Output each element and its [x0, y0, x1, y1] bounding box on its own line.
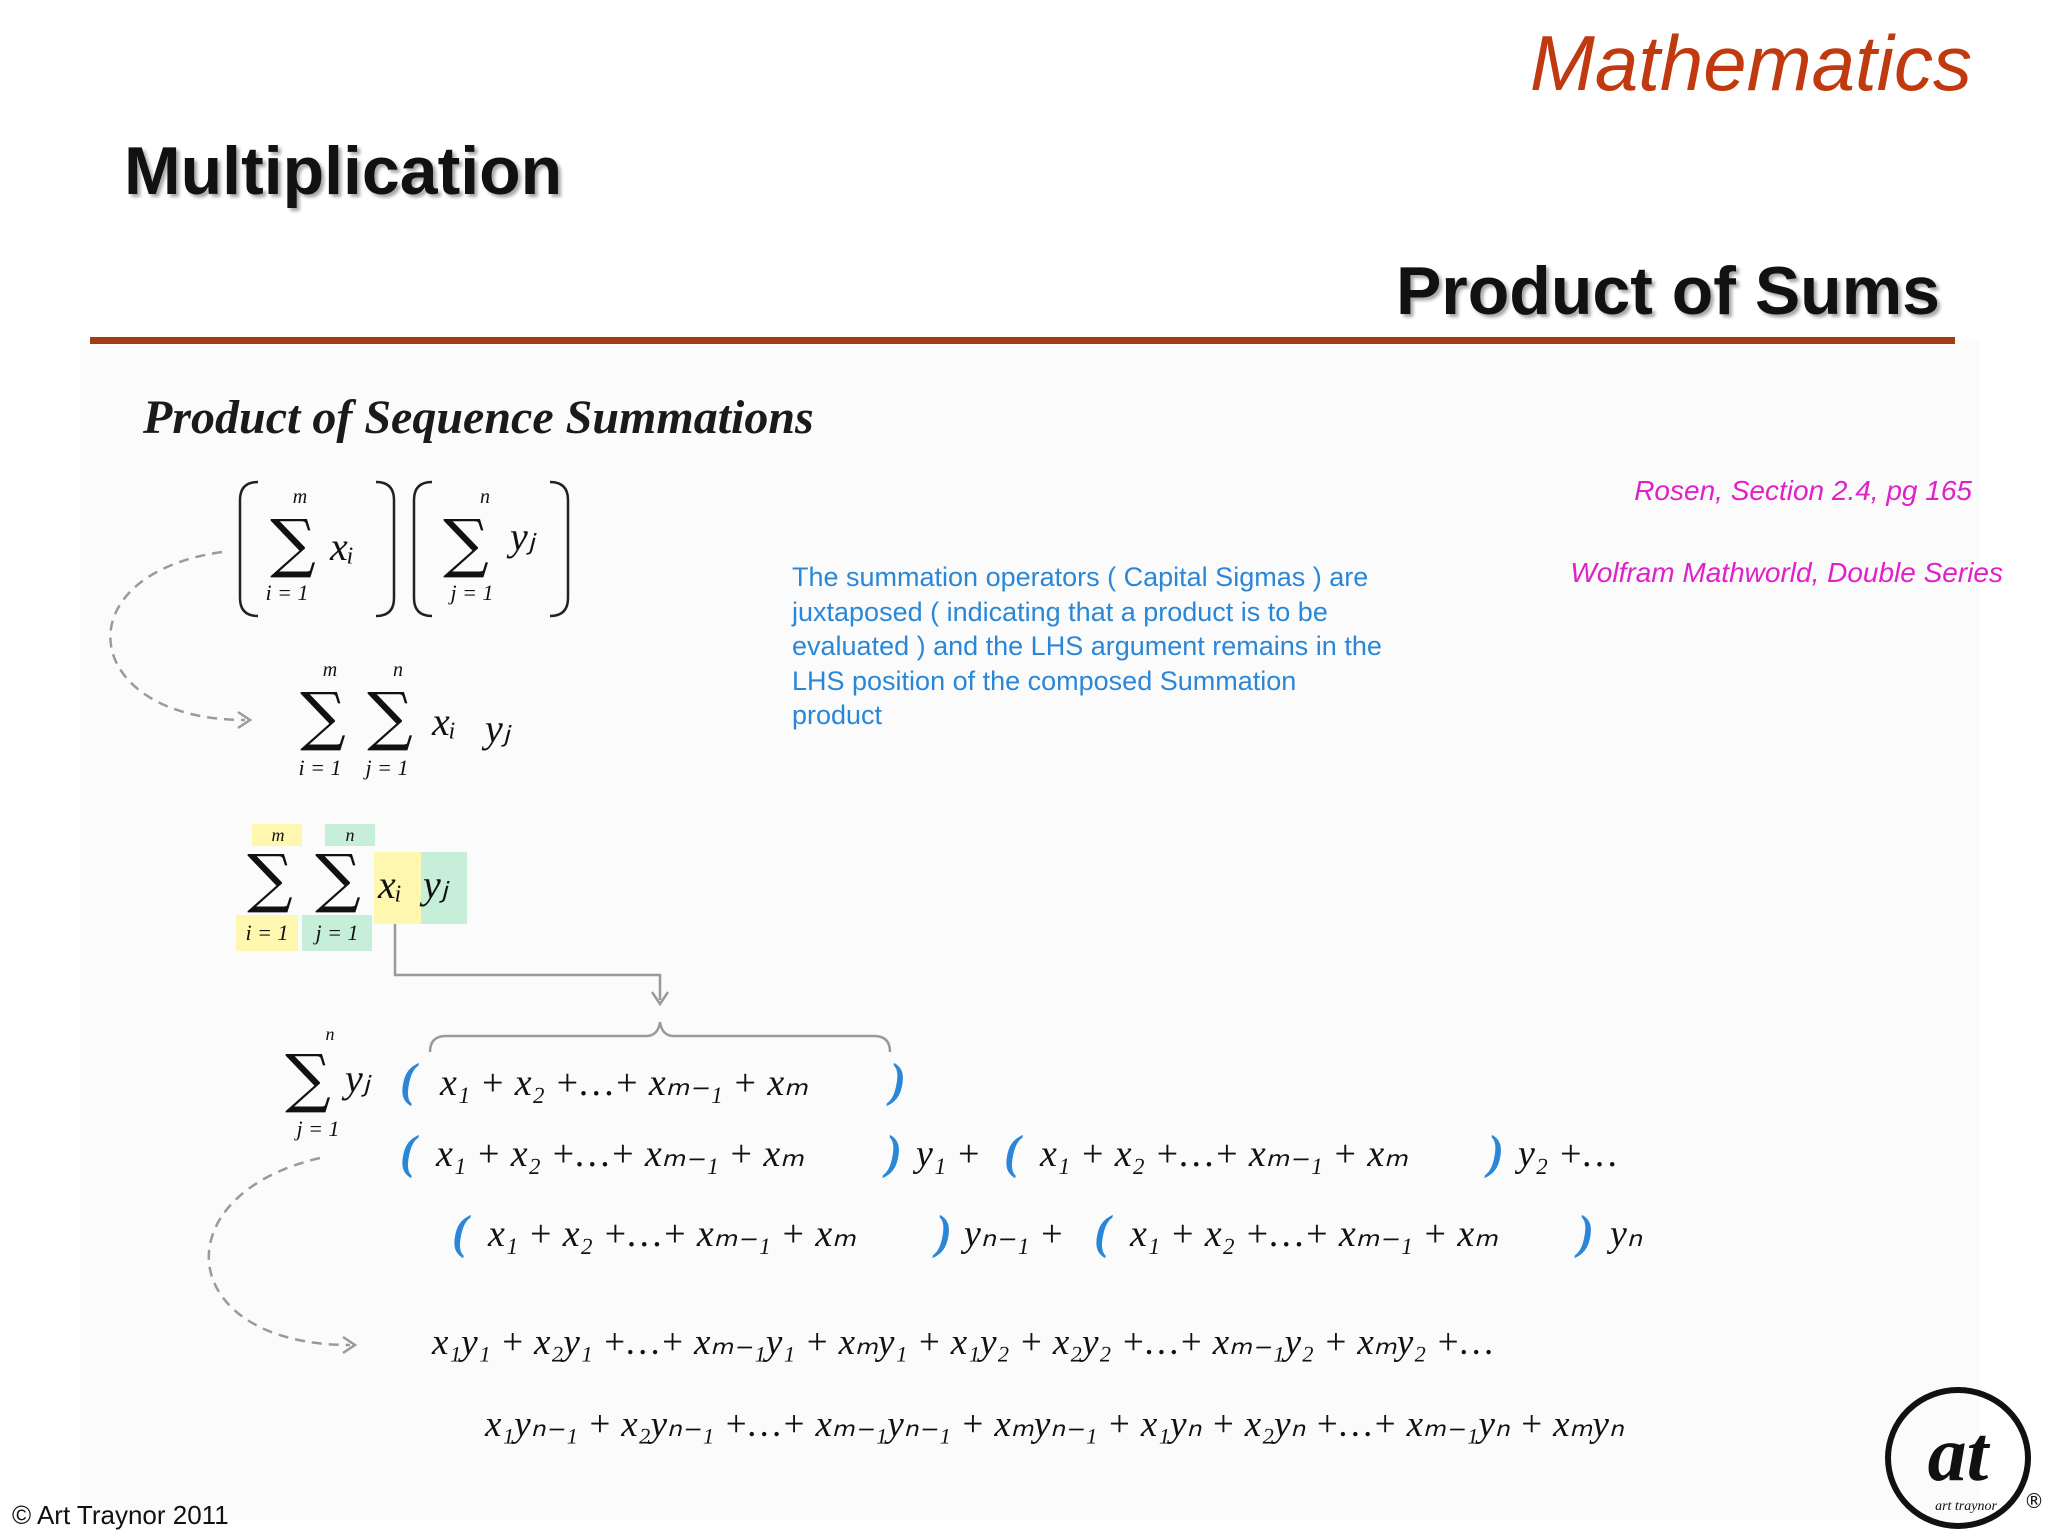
- lower-limit-i: i = 1: [265, 580, 309, 605]
- logo-subtext: art traynor: [1935, 1499, 1997, 1514]
- reference-rosen: Rosen, Section 2.4, pg 165: [1634, 475, 1972, 506]
- upper-limit-n-2: n: [393, 659, 403, 681]
- x-series-1: x₁ + x₂ +…+ xₘ₋₁ + xₘ: [440, 1062, 808, 1104]
- right-paren-1: [376, 482, 394, 616]
- upper-limit-m: m: [292, 486, 308, 508]
- upper-limit-n-3: n: [345, 825, 355, 845]
- paren-open-c: (: [452, 1206, 468, 1259]
- paren-close-a: ): [886, 1126, 902, 1179]
- lower-limit-j-2: j = 1: [365, 755, 409, 780]
- y2-term: y₂ +…: [1518, 1133, 1618, 1175]
- x-series-c: x₁ + x₂ +…+ xₘ₋₁ + xₘ: [488, 1213, 856, 1255]
- close-paren-blue: ): [890, 1054, 906, 1107]
- lower-limit-i-2: i = 1: [298, 755, 342, 780]
- lower-limit-j-3: j = 1: [315, 920, 359, 945]
- paren-open-b: (: [1004, 1126, 1020, 1179]
- term-xi-2: xᵢ: [432, 699, 457, 744]
- inner-sum-expansion: [285, 1024, 906, 1141]
- left-paren-2: [414, 482, 432, 616]
- sigma-j-2: ∑: [367, 680, 413, 754]
- subtopic-title: Product of Sums: [1395, 253, 1940, 329]
- subject-title: Mathematics: [1529, 19, 1972, 107]
- registered-mark: ®: [2024, 1489, 2044, 1513]
- yn-1-term: yₙ₋₁ +: [964, 1213, 1065, 1255]
- lower-limit-j-4: j = 1: [296, 1116, 340, 1141]
- paren-close-c: ): [936, 1206, 952, 1259]
- expansion-line-2: x₁yₙ₋₁ + x₂yₙ₋₁ +…+ xₘ₋₁yₙ₋₁ + xₘyₙ₋₁ + x₁yₙ + x₂yₙ +…+ xₘ₋₁yₙ + xₘyₙ: [485, 1404, 1624, 1445]
- term-xi-3: xᵢ: [378, 862, 403, 907]
- logo-monogram: at: [1927, 1410, 1989, 1497]
- expansion-line-1: x₁y₁ + x₂y₁ +…+ xₘ₋₁y₁ + xₘy₁ + x₁y₂ + x₂y₂ +…+ xₘ₋₁y₂ + xₘy₂ +…: [432, 1322, 1494, 1363]
- term-yj: yⱼ: [510, 514, 535, 559]
- term-yj-3: yⱼ: [423, 862, 448, 907]
- paren-open-a: (: [400, 1126, 416, 1179]
- highlighted-double-sum: [236, 824, 467, 951]
- sigma-j-4: ∑: [285, 1042, 331, 1116]
- upper-limit-m-2: m: [322, 659, 338, 681]
- art-traynor-logo: [1880, 1380, 2044, 1530]
- product-of-two-sums: [240, 482, 568, 616]
- sigma-i: ∑: [270, 507, 316, 581]
- paren-open-d: (: [1094, 1206, 1110, 1259]
- left-paren-1: [240, 482, 258, 616]
- lower-limit-i-3: i = 1: [245, 920, 289, 945]
- open-paren-blue: (: [400, 1054, 416, 1107]
- sigma-i-3: ∑: [247, 842, 293, 916]
- topic-title: Multiplication: [124, 133, 563, 209]
- dashed-arrow-1: [110, 552, 245, 720]
- upper-limit-m-3: m: [271, 825, 285, 845]
- elbow-connector: [395, 924, 660, 1000]
- expanded-line-1: [400, 1126, 1617, 1179]
- copyright-footer: © Art Traynor 2011: [12, 1500, 229, 1530]
- x-series-a: x₁ + x₂ +…+ xₘ₋₁ + xₘ: [436, 1133, 804, 1175]
- upper-limit-n: n: [480, 486, 490, 508]
- term-yj-4: yⱼ: [345, 1056, 370, 1101]
- upper-limit-n-4: n: [325, 1024, 335, 1044]
- term-yj-2: yⱼ: [485, 706, 510, 751]
- sigma-j-3: ∑: [315, 842, 361, 916]
- reference-wolfram: Wolfram Mathworld, Double Series: [1570, 557, 2003, 588]
- double-sum: [299, 659, 512, 780]
- explanation-note: The summation operators ( Capital Sigmas ) are juxtaposed ( indicating that a product is to be evaluated ) and the LHS argument remains in the LHS position of the composed Summation product: [792, 562, 1382, 730]
- yn-term: yₙ: [1610, 1213, 1643, 1255]
- curly-brace: [430, 1022, 890, 1052]
- y1-term: y₁ +: [916, 1133, 982, 1175]
- expanded-line-2: [452, 1206, 1643, 1259]
- sigma-i-2: ∑: [300, 680, 346, 754]
- term-xi: xᵢ: [330, 524, 355, 569]
- sigma-j: ∑: [443, 507, 489, 581]
- right-paren-2: [550, 482, 568, 616]
- lower-limit-j: j = 1: [450, 580, 494, 605]
- paren-close-b: ): [1488, 1126, 1504, 1179]
- paren-close-d: ): [1578, 1206, 1594, 1259]
- dashed-arrow-2: [209, 1158, 350, 1345]
- section-title: Product of Sequence Summations: [143, 391, 814, 444]
- x-series-b: x₁ + x₂ +…+ xₘ₋₁ + xₘ: [1040, 1133, 1408, 1175]
- x-series-d: x₁ + x₂ +…+ xₘ₋₁ + xₘ: [1130, 1213, 1498, 1255]
